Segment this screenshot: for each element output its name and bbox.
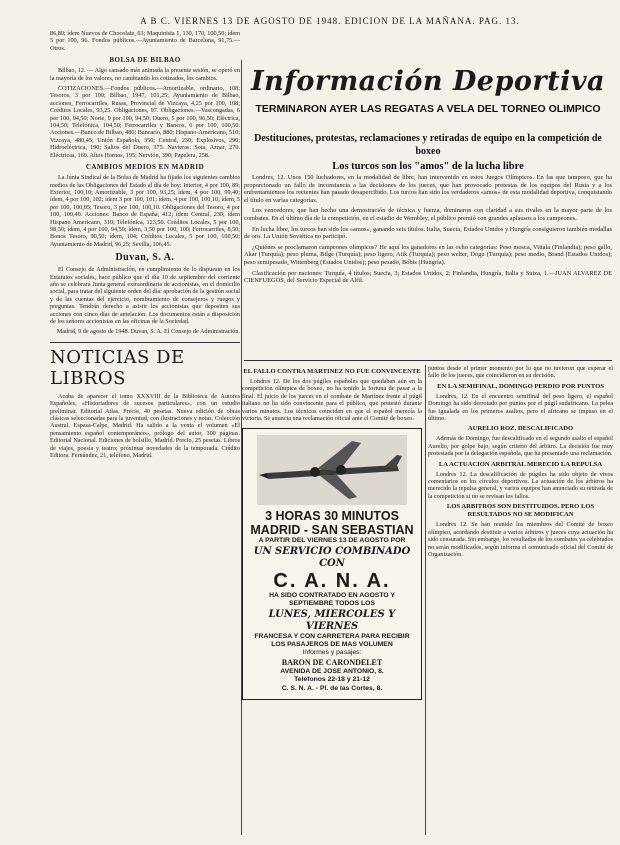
- ad-phones: Teléfonos 22-18 y 21-12: [294, 676, 370, 684]
- bolsa-bilbao-heading: BOLSA DE BILBAO: [109, 56, 181, 65]
- lead-article: [244, 174, 612, 357]
- left-column: [50, 30, 240, 830]
- ad-info-label: Informes y pasajes:: [302, 649, 362, 657]
- section-rule: [244, 360, 612, 361]
- ad-days: LUNES, MIERCOLES Y VIERNES: [268, 608, 396, 632]
- headline-regatas: TERMINARON AYER LAS REGATAS A VELA DEL TORNEO OLIMPICO: [255, 103, 601, 115]
- airplane-icon: [257, 435, 407, 505]
- arbitros-heading: LOS ARBITROS SON DESTITUIDOS. PERO LOS RESULTADOS NO SE MODIFICAN: [446, 503, 595, 519]
- lead-paragraph-4: ¿Quiénes se proclamaron campeones olímpicos? He aquí los ganadores en las ocho categorías: Peso mosca, Viitala (Finlandia); peso gallo, Akar (Turquía); peso pluma, Bilge (Turquía); peso ligero, Atik (Turquía); peso welter, Dogu (Turquía); peso medio, Brand (Estados Unidos); peso semipesado, Wittenberg (Estados Unidos); peso pesado, Bóbis (Hungría).: [244, 243, 612, 266]
- column-rule-right: [425, 365, 426, 835]
- noticias-libros-heading: NOTICIAS DE LIBROS: [50, 342, 240, 389]
- ad-agency: BARON DE CARONDELET: [281, 657, 383, 667]
- ad-address: AVENIDA DE JOSE ANTONIO, 8.: [280, 667, 384, 675]
- cambios-madrid-heading: CAMBIOS MEDIOS EN MADRID: [85, 163, 205, 172]
- domingo-text: Londres, 12. En el encuentro semifinal del peso ligero, el español Domingo ha sido derrotado por puntos por el púgil sudafricano. La pelea fue igualada en los primeros asaltos, pero el africano se impuso en el último.: [428, 392, 613, 423]
- cambios-madrid-text: La Junta Sindical de la Bolsa de Madrid ha fijado los siguientes cambios medios de las Obligaciones del Estado al día de hoy: Interior, 4 por 100, 89; Exterior, 100,10; Amortizable, 3 por 100, 93,25; ídem, 4 por 100, 99,40; ídem, 4 por 100, 102; ídem 3 por 100, 101; ídem, 4 por 100, 100,10; ídem, 5 por 100, 100,05; Tesoro, 3 por 100, 100,10. Obligaciones del Tesoro, 4 por 100, 100,40. Acciones: Banco de España, 412; ídem Central, 230; ídem Hispano Americano, 310; Telefónica, 123,50. Créditos Locales, 5 por 100, 98,50; ídem, 4 por 100, 94,50; ídem, 3,50 por 100, 100; Ferrocarriles, 8,50; Bonos Tesoro, 90,50; ídem, 104; Créditos Locales, 5 por 100, 100,50; Ayuntamiento de Madrid, 96,25; Sevilla, 106,45.: [50, 174, 240, 248]
- duvan-text: El Consejo de Administración, en cumplimiento de lo dispuesto en los Estatutos sociales, hace público que el día 10 de septiembre del corriente año se celebrará Junta general extraordinaria de accionistas, en el domicilio social, para tratar del siguiente orden del día: aprobación de la gestión social y de las cuentas del ejercicio, nombramiento de consejeros y ruegos y preguntas. Tendrán derecho a asistir los accionistas que depositen sus acciones con cinco días de antelación. Los documentos están a disposición de los señores accionistas en las oficinas de la Sociedad.: [50, 266, 240, 325]
- ad-details: FRANCESA Y CON CARRETERA PARA RECIBIR LOS PASAJEROS DE MAS VOLUMEN: [254, 632, 410, 649]
- ad-duration: 3 HORAS 30 MINUTOS: [265, 509, 399, 524]
- martinez-heading: EL FALLO CONTRA MARTINEZ NO FUE CONVINCENTE: [243, 368, 421, 375]
- duvan-signature: Madrid, 9 de agosto de 1948. Duvan, S. A. El Consejo de Administración.: [56, 328, 240, 336]
- lead-paragraph-3: En lucha libre, los turcos han sido los «amos», ganando seis títulos. Italia, Suecia, Estados Unidos y Hungría consiguieron también medallas de oro. La Unión Soviética no participó.: [244, 225, 612, 241]
- middle-column: [242, 365, 422, 835]
- aurelio-text: Además de Domingo, fue descalificado en el segundo asalto el español Aurelio, por golpe bajo, según criterio del árbitro. La decisión fue muy protestada por la delegación española, que ha presentado una reclamación.: [428, 435, 613, 458]
- noticias-libros-text: Acaba de aparecer el tomo XXXVIII de la Biblioteca de Autores Españoles, «Historiadores de sucesos particulares», con un estudio preliminar. Editorial Atlas. Precio, 40 pesetas. Nueva edición de obras clásicas seleccionadas para la juventud, con ilustraciones y notas. Colección Austral. Espasa-Calpe, Madrid. Ha salido a la venta el volumen «El pensamiento español contemporáneo», prólogo del autor, 300 páginas. Editorial Nacional. Ediciones de bolsillo, Madrid. Precio, 25 pesetas. Libros de viajes, poesía y teatro; próximas novedades de la temporada. Crédito Editora. Fernández, 21, teléfono, Madrid.: [50, 392, 240, 460]
- bolsa-bilbao-text: Bilbao, 12. — Algo cansado más animada la presente sesión, se operó en la mayoría de los valores, no cambiando los cotizados, los cambios.: [50, 67, 240, 82]
- right-text-cont: puntos desde el primer momento por lo que no tuvieron que esperar el fallo de los jueces, que coincidieron en su decisión.: [428, 365, 613, 380]
- domingo-heading: EN LA SEMIFINAL, DOMINGO PERDIO POR PUNTOS: [437, 382, 604, 390]
- ad-service: UN SERVICIO COMBINADO CON: [253, 545, 411, 569]
- ad-office: C. S. N. A. - Pl. de las Cortes, 8.: [281, 684, 383, 692]
- cotizaciones-text: COTIZACIONES.—Fondos públicos.—Amortizable, ordinario, 108; Tesoros, 3 por 100; Bilbao, 1947, 101,25; Ayuntamiento de Bilbao, acciones, Ferrocarriles, Rusas, Provincial de Vizcaya, 4,25 por 100, 108; Créditos Locales, 93,25. Obligaciones, 97. Obligaciones.—Vascongadas, 6 por 100, 94,50; Norte, 9 por 100, 94,50; Duero, 5 por 100, 96,50; Eléctrica, 104,50; Telefónica, 104,50; Ferrocarriles y Bancos, 6 por 100, 100,50. Acciones.—Banco de Bilbao, 480; Bancario, 880; Hispano-Americano, 510; Vizcaya, 480,45; Unión Española, 350; Central, 230; Explosivos, 290; Hidroeléctrica, 190; Saltos del Duero, 375. Navieras: Sota, Aznar, 270. Eléctricas, 160. Altos Hornos, 195; Nervión, 390; Papelera, 258.: [50, 85, 240, 159]
- airline-advertisement: [242, 428, 422, 700]
- arbitral-heading: LA ACTUACION ARBITRAL MERECIO LA REPULSA: [438, 460, 603, 468]
- arbitros-text: Londres 12. Se han reunido los miembros del Comité de boxeo olímpico, acordando destituir a varios árbitros y jueces cuya actuación ha sido censurada. Sin embargo, los resultados de los combates ya celebrados no serán modificados, según informa el comunicado oficial del Comité de Organización.: [428, 521, 613, 558]
- lead-paragraph-5: Clasificación por naciones: Turquía, 4 títulos; Suecia, 3; Estados Unidos, 2; Finlandia, Hungría, Italia y Suiza, 1.—JUAN ALVAREZ DE CIENFUEGOS, del Servicio Especial de Alfil.: [244, 269, 612, 285]
- running-head: A B C. VIERNES 13 DE AGOSTO DE 1948. EDICION DE LA MAÑANA. PAG. 13.: [140, 16, 520, 26]
- headline-boxeo: Destituciones, protestas, reclamaciones y retiradas de equipo en la competición de boxeo: [254, 133, 602, 157]
- ad-company-logo: C. A. N. A.: [273, 569, 391, 592]
- ad-route: MADRID - SAN SEBASTIAN: [250, 523, 414, 538]
- lead-paragraph-2: Los vencedores, que han hecho una demostración de técnica y fuerza, dominaron con claridad a sus rivales en la mayor parte de los combates. En el último día de la competición, en el estadio de Wembley, el público premió con grandes aplausos a los campeones.: [244, 207, 612, 222]
- duvan-heading: Duvan, S. A.: [115, 252, 175, 264]
- sports-banner: Información Deportiva: [250, 66, 606, 97]
- headline-turcos: Los turcos son los "amos" de la lucha libre: [332, 161, 524, 172]
- market-text-top: 86,80; ídem Nuevos de Chocolate, 63; Maquinista 1, 130, 170, 100,50; ídem 5 por 100, 96. Fondos públicos.—Ayuntamiento de Barcelona, 91,75.—Otros.: [50, 30, 240, 52]
- lead-paragraph-1: Londres, 12. Unos 150 luchadores, en la modalidad de libre, han intervenido en estos Juegos Olímpicos. En las que tampoco, que ha proporcionado un fallo de inconstancia a las decisiones de los jueces, que han provocado protestas de los equipos del Rusia y a los enfrentamientos los recientes han pasado desapercibido. Los turcos han sido los verdaderos «amos» de esta modalidad deportiva, conquistando el título en varias categorías.: [244, 174, 612, 204]
- arbitral-text: Londres 12. La descalificación de púgiles ha sido objeto de vivos comentarios en los círculos deportivos. La actuación de los árbitros ha merecido la repulsa general, y varios equipos han anunciado su retirada de la competición si no se revisan los fallos.: [428, 470, 613, 500]
- ad-contract-text: HA SIDO CONTRATADO EN AGOSTO Y SEPTIEMBRE TODOS LOS: [269, 591, 395, 608]
- ad-start-date: A PARTIR DEL VIERNES 13 DE AGOSTO POR: [258, 537, 406, 545]
- martinez-text: Londres 12. De los dos púgiles españoles que quedaban aún en la competición olímpica de boxeo, no ha tenido la fortuna de pasar a la final. El juicio de los jueces en el combate de Martínez frente al púgil italiano no ha sido convincente para el público, que protestó durante varios minutos. Los técnicos coinciden en que el español merecía la victoria. Se anuncia una reclamación oficial ante el Comité de boxeo.: [242, 378, 422, 423]
- aurelio-heading: AURELIO ROZ, DESCALIFICADO: [467, 425, 574, 433]
- right-column: [428, 365, 613, 835]
